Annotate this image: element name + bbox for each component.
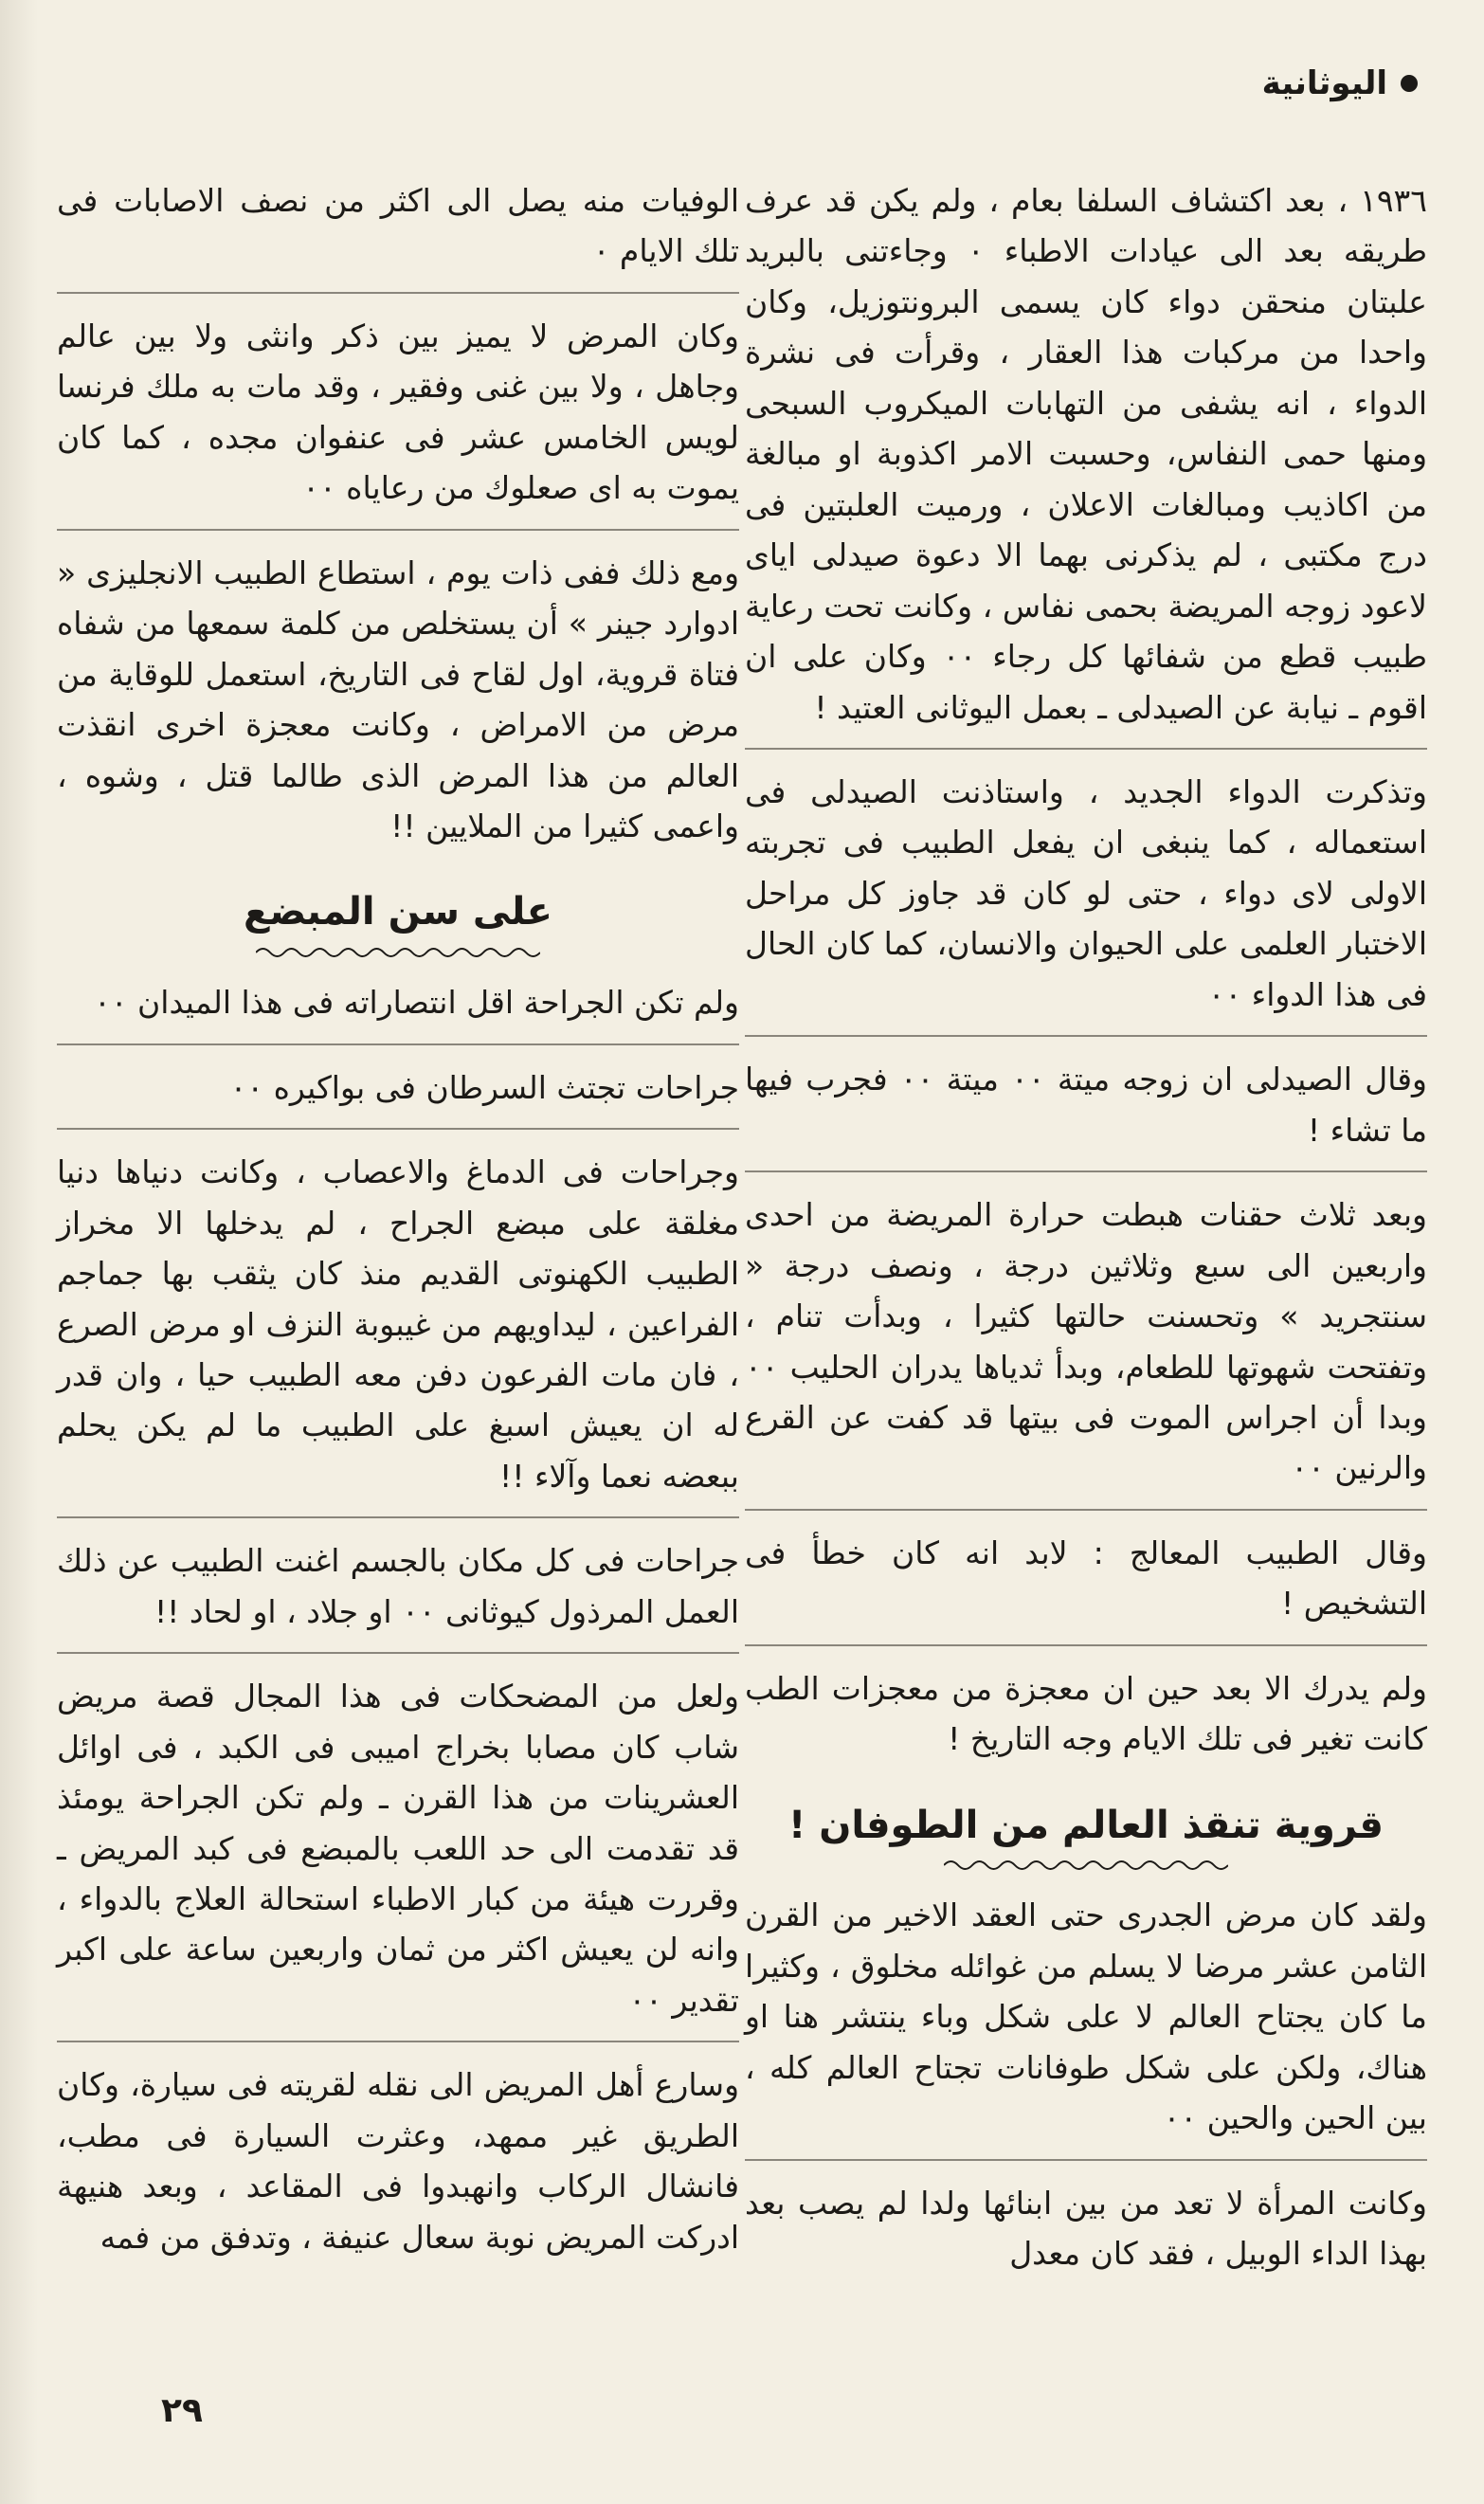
- bullet-dot-icon: [1401, 75, 1418, 92]
- paragraph: وتذكرت الدواء الجديد ، واستاذنت الصيدلى فى استعماله ، كما ينبغى ان يفعل الطبيب فى تجربته الاولى لاى دواء ، حتى لو كان قد جاوز كل مراحل الاختبار العلمى على الحيوان والانسان، كما كان الحال فى هذا الدواء ٠٠: [745, 772, 1427, 1013]
- section-title: اليوثانية: [1261, 64, 1387, 102]
- section-header: [1262, 64, 1418, 102]
- paragraph-divider: [745, 2159, 1427, 2161]
- paragraph-divider: [57, 1128, 739, 1130]
- section-heading: على سن المبضع: [244, 890, 552, 934]
- paragraph-divider: [745, 1170, 1427, 1172]
- paragraph-divider: [57, 2041, 739, 2042]
- section-heading: قروية تنقذ العالم من الطوفان !: [788, 1803, 1384, 1847]
- paragraph-divider: [745, 748, 1427, 750]
- paragraph: وقال الطبيب المعالج : لابد انه كان خطأ فى التشخيص !: [745, 1533, 1427, 1623]
- paragraph: ولعل من المضحكات فى هذا المجال قصة مريض شاب كان مصابا بخراج اميبى فى الكبد ، فى اوائل العشرينات من هذا القرن ـ ولم تكن الجراحة يومئذ قد تقدمت الى حد اللعب بالمبضع فى كبد المريض ـ وقررت هيئة من كبار الاطباء استحالة العلاج بالدواء ، وانه لن يعيش اكثر من ثمان واربعين ساعة على اكبر تقدير ٠٠: [57, 1678, 739, 2019]
- paragraph: وجراحات فى الدماغ والاعصاب ، وكانت دنياها دنيا مغلقة على مبضع الجراح ، لم يدخلها الا مخراز الطبيب الكهنوتى القديم منذ كان يثقب بها جماجم الفراعين ، ليداويهم من غيبوبة النزف او مرض الصرع ، فان مات الفرعون دفن معه الطبيب حيا ، وان قدر له ان يعيش اسبغ على الطبيب ما لم يكن يحلم ببعضه نعما وآلاء !!: [57, 1153, 739, 1495]
- wavy-underline-icon: [256, 943, 540, 962]
- paragraph: وسارع أهل المريض الى نقله لقريته فى سيارة، وكان الطريق غير ممهد، وعثرت السيارة فى مطب، فانشال الركاب وانهبدوا فى المقاعد ، وبعد هنيهة ادركت المريض نوبة سعال عنيفة ، وتدفق من فمه: [57, 2066, 739, 2256]
- paragraph: وبعد ثلاث حقنات هبطت حرارة المريضة من احدى واربعين الى سبع وثلاثين درجة ، ونصف درجة « سنتجريد » وتحسنت حالتها كثيرا ، وبدأت تنام ، وتفتحت شهوتها للطعام، وبدأ ثدياها يدران الحليب ٠٠ وبدا أن اجراس الموت فى بيتها قد كفت عن القرع والرنين ٠٠: [745, 1196, 1427, 1487]
- paragraph-divider: [57, 1516, 739, 1518]
- page-number: ٢٩: [161, 2391, 203, 2430]
- wavy-underline-icon: [944, 1856, 1228, 1875]
- paragraph: ومع ذلك ففى ذات يوم ، استطاع الطبيب الانجليزى « ادوارد جينر » أن يستخلص من كلمة سمعها من شفاه فتاة قروية، اول لقاح فى التاريخ، استعمل للوقاية من مرض من الامراض ، وكانت معجزة اخرى انقذت العالم من هذا المرض الذى طالما قتل ، وشوه ، واعمى كثيرا من الملايين !!: [57, 553, 739, 844]
- right-column: [745, 175, 1427, 2291]
- paragraph-divider: [745, 1035, 1427, 1037]
- paragraph: وقال الصيدلى ان زوجه ميتة ٠٠ ميتة ٠٠ فجرب فيها ما تشاء !: [745, 1061, 1427, 1149]
- paragraph: وكان المرض لا يميز بين ذكر وانثى ولا بين عالم وجاهل ، ولا بين غنى وفقير ، وقد مات به ملك فرنسا لويس الخامس عشر فى عنفوان مجده ، كما كان يموت به اى صعلوك من رعاياه ٠٠: [57, 317, 739, 507]
- paragraph: الوفيات منه يصل الى اكثر من نصف الاصابات فى تلك الايام ٠: [57, 182, 739, 270]
- paragraph: ١٩٣٦ ، بعد اكتشاف السلفا بعام ، ولم يكن قد عرف طريقه بعد الى عيادات الاطباء ٠ وجاءتنى بالبريد علبتان منحقن دواء كان يسمى البرونتوزيل، وكان واحدا من مركبات هذا العقار ، وقرأت فى نشرة الدواء ، انه يشفى من التهابات الميكروب السبحى ومنها حمى النفاس، وحسبت الامر اكذوبة او مبالغة من اكاذيب ومبالغات الاعلان ، ورميت العلبتين فى درج مكتبى ، لم يذكرنى بهما الا دعوة صيدلى اياى لاعود زوجه المريضة بحمى نفاس ، وكانت تحت رعاية طبيب قطع من شفائها كل رجاء ٠٠ وكان على ان اقوم ـ نيابة عن الصيدلى ـ بعمل اليوثانى العتيد !: [745, 182, 1428, 726]
- paragraph: ولم يدرك الا بعد حين ان معجزة من معجزات الطب كانت تغير فى تلك الايام وجه التاريخ !: [745, 1669, 1427, 1758]
- paragraph-divider: [57, 292, 739, 294]
- scan-fold-shadow: [0, 0, 38, 2504]
- paragraph: جراحات تجتث السرطان فى بواكيره ٠٠: [229, 1068, 739, 1106]
- paragraph: ولم تكن الجراحة اقل انتصاراته فى هذا الميدان ٠٠: [94, 984, 739, 1022]
- paragraph-divider: [745, 1644, 1427, 1646]
- left-column: [57, 175, 739, 2274]
- paragraph: ولقد كان مرض الجدرى حتى العقد الاخير من القرن الثامن عشر مرضا لا يسلم من غوائله مخلوق ، وكثيرا ما كان يجتاح العالم لا على شكل وباء ينتشر هنا او هناك، ولكن على شكل طوفانات تجتاح العالم كله ، بين الحين والحين ٠٠: [745, 1896, 1427, 2137]
- paragraph-divider: [57, 1652, 739, 1654]
- paragraph-divider: [57, 529, 739, 531]
- paragraph: وكانت المرأة لا تعد من بين ابنائها ولدا لم يصب بعد بهذا الداء الوبيل ، فقد كان معدل: [745, 2184, 1427, 2273]
- paragraph-divider: [745, 1509, 1427, 1511]
- paragraph: جراحات فى كل مكان بالجسم اغنت الطبيب عن ذلك العمل المرذول كيوثانى ٠٠ او جلاد ، او لحاد !!: [57, 1542, 739, 1630]
- paragraph-divider: [57, 1043, 739, 1045]
